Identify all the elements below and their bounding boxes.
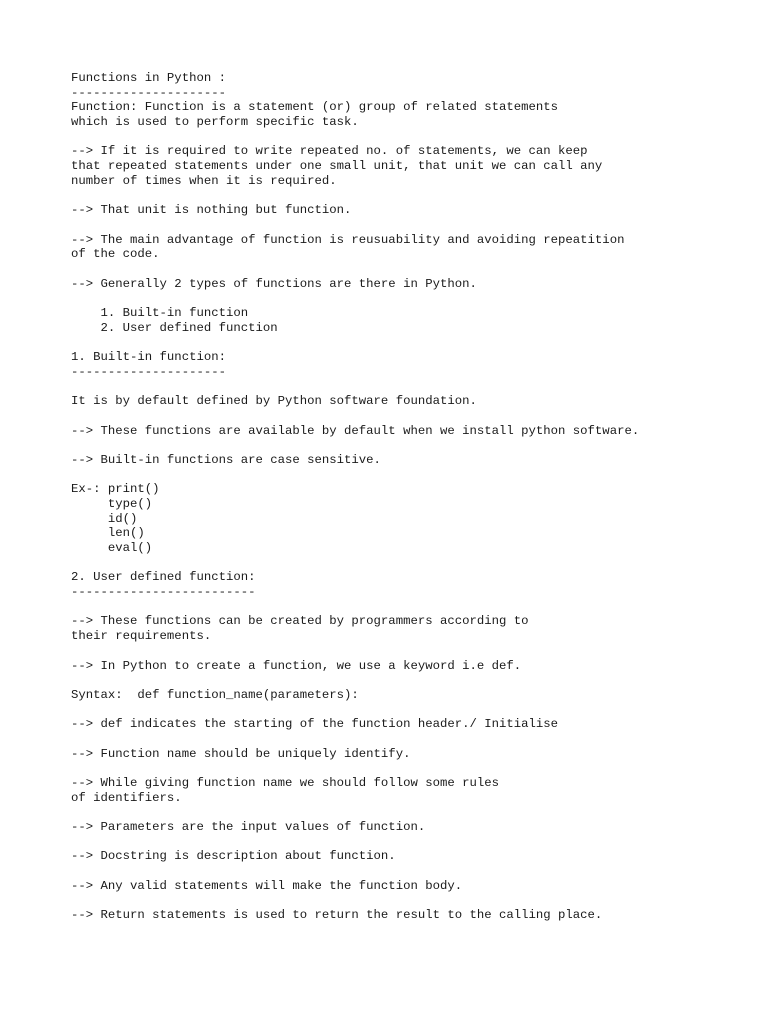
- text-line: len(): [71, 526, 145, 541]
- text-line: --> While giving function name we should follow some rules: [71, 776, 500, 790]
- text-line: --> def indicates the starting of the function header./ Initialise: [71, 717, 559, 732]
- blank-line: [71, 262, 751, 277]
- text-line: id(): [71, 511, 138, 526]
- text-line: --> Parameters are the input values of function.: [71, 820, 426, 835]
- text-line: --> These functions are available by default when we install python software.: [71, 423, 640, 438]
- text-line: --> The main advantage of function is reusuability and avoiding repeatition: [71, 232, 625, 247]
- blank-line: [71, 673, 751, 688]
- blank-line: [71, 218, 751, 233]
- blank-line: [71, 864, 751, 879]
- blank-line: [71, 703, 751, 718]
- blank-line: [71, 644, 751, 659]
- text-line: --> These functions can be created by programmers according to: [71, 614, 529, 629]
- text-line: that repeated statements under one small unit, that unit we can call any: [71, 159, 603, 174]
- text-line: Ex-: print(): [71, 482, 160, 497]
- text-line: their requirements.: [71, 629, 212, 644]
- text-line: Function: Function is a statement (or) group of related statements: [71, 100, 559, 115]
- text-line: ---------------------: [71, 85, 226, 100]
- blank-line: [71, 438, 751, 453]
- text-line: ---------------------: [71, 364, 226, 379]
- text-line: which is used to perform specific task.: [71, 115, 359, 130]
- text-line: -------------------------: [71, 585, 256, 600]
- blank-line: [71, 335, 751, 350]
- text-line: Syntax: def function_name(parameters):: [71, 687, 359, 702]
- text-line: eval(): [71, 541, 153, 555]
- blank-line: [71, 805, 751, 820]
- text-line: --> Docstring is description about function.: [71, 849, 396, 864]
- text-line: --> In Python to create a function, we use a keyword i.e def.: [71, 658, 522, 673]
- blank-line: [71, 189, 751, 204]
- blank-line: [71, 835, 751, 850]
- text-line: --> Generally 2 types of functions are there in Python.: [71, 276, 477, 291]
- text-line: Functions in Python :: [71, 71, 226, 85]
- blank-line: [71, 291, 751, 306]
- text-line: 2. User defined function:: [71, 570, 256, 585]
- text-line: of identifiers.: [71, 790, 182, 805]
- text-line: --> Built-in functions are case sensitive.: [71, 452, 381, 467]
- text-line: type(): [71, 496, 153, 511]
- text-line: --> Function name should be uniquely identify.: [71, 746, 411, 761]
- blank-line: [71, 600, 751, 615]
- blank-line: [71, 379, 751, 394]
- text-line: of the code.: [71, 247, 160, 262]
- blank-line: [71, 409, 751, 424]
- text-line: 2. User defined function: [71, 320, 278, 335]
- text-line: 1. Built-in function: [71, 306, 249, 320]
- text-line: --> Any valid statements will make the function body.: [71, 878, 463, 893]
- text-line: --> That unit is nothing but function.: [71, 203, 352, 218]
- blank-line: [71, 761, 751, 776]
- blank-line: [71, 894, 751, 909]
- text-line: number of times when it is required.: [71, 173, 337, 188]
- blank-line: [71, 556, 751, 571]
- text-line: --> If it is required to write repeated no. of statements, we can keep: [71, 144, 588, 159]
- blank-line: [71, 468, 751, 483]
- document-body: [71, 71, 751, 923]
- text-line: --> Return statements is used to return the result to the calling place.: [71, 908, 603, 923]
- text-line: 1. Built-in function:: [71, 350, 226, 365]
- blank-line: [71, 130, 751, 145]
- text-line: It is by default defined by Python software foundation.: [71, 394, 477, 409]
- blank-line: [71, 732, 751, 747]
